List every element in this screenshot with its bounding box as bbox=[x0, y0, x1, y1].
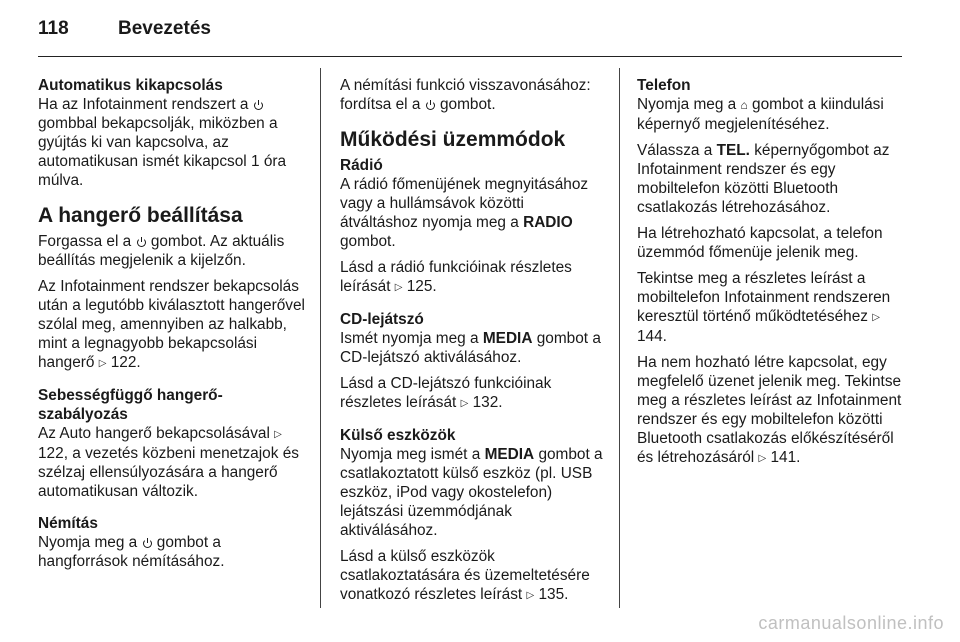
phone-title: Telefon bbox=[637, 77, 691, 94]
radio-section bbox=[340, 156, 606, 297]
power-icon bbox=[137, 237, 146, 247]
volume-heading: A hangerő beállítása bbox=[38, 204, 243, 227]
unmute-text-a: A némítási funkció visszavonásához: fordítsa el a bbox=[340, 77, 591, 113]
power-icon bbox=[143, 538, 152, 548]
external-devices-title: Külső eszközök bbox=[340, 427, 456, 444]
see-detail-paragraph bbox=[637, 269, 905, 346]
conn-fail-paragraph bbox=[637, 353, 905, 468]
radio-text-b: gombot. bbox=[340, 233, 396, 250]
watermark: carmanualsonline.info bbox=[758, 613, 944, 633]
conn-ok-paragraph: Ha létrehozható kapcsolat, a telefon üzemmód főmenüje jelenik meg. bbox=[637, 225, 883, 261]
ref-arrow-icon: ▷ bbox=[526, 590, 535, 601]
page-ref[interactable]: 125. bbox=[406, 278, 437, 295]
page-ref[interactable]: 141. bbox=[770, 449, 801, 466]
page-header bbox=[38, 18, 211, 48]
auto-off-text-b: gombbal bekapcsolják, miközben a gyújtás ki van kapcsolva, az automatikusan ismét kikapcsol 1 óra múlva. bbox=[38, 115, 287, 189]
modes-heading: Működési üzemmódok bbox=[340, 128, 566, 151]
volume-p1-b: gombot. Az aktuális beállítás megjelenik a kijelzőn. bbox=[38, 233, 285, 269]
ref-arrow-icon: ▷ bbox=[98, 358, 107, 369]
tel-text-a: Válassza a bbox=[637, 142, 713, 159]
ext-ref-text: Lásd a külső eszközök csatlakoztatására és üzemeltetésére vonatkozó részletes leírást bbox=[340, 548, 590, 603]
ext-text-a: Nyomja meg ismét a bbox=[340, 446, 481, 463]
mute-text-a: Nyomja meg a bbox=[38, 534, 138, 551]
column-3 bbox=[637, 76, 905, 475]
cd-paragraph bbox=[340, 329, 606, 367]
radio-text-a: A rádió főmenüjének megnyitásához vagy a hullámsávok közötti átváltáshoz nyomja meg a bbox=[340, 176, 589, 231]
mute-title: Némítás bbox=[38, 515, 98, 532]
page-ref[interactable]: 135. bbox=[538, 586, 569, 603]
cd-title: CD-lejátszó bbox=[340, 311, 424, 328]
media-key-label: MEDIA bbox=[484, 446, 535, 463]
ref-arrow-icon: ▷ bbox=[872, 312, 880, 323]
ref-arrow-icon: ▷ bbox=[758, 453, 767, 464]
radio-ref-paragraph bbox=[340, 258, 606, 297]
ext-text-b: gombot a csatlakoztatott külső eszköz (pl. USB eszköz, iPod vagy okostelefon) lejátszási üzemmódjának aktiválásához. bbox=[340, 446, 603, 539]
mute-text-b: gombot a hangforrások némításához. bbox=[38, 534, 225, 570]
power-icon bbox=[254, 100, 263, 110]
column-divider-left bbox=[320, 68, 321, 608]
speed-text-a: Az Auto hangerő bekapcsolásával bbox=[38, 425, 270, 442]
conn-fail-text: Ha nem hozható létre kapcsolat, egy megfelelő üzenet jelenik meg. Tekintse meg a részletes leírást az Infotainment rendszer és egy mobiltelefon közötti Bluetooth csatlakozás előkészítéséről és létrehozásáról bbox=[637, 354, 902, 466]
cd-ref-paragraph bbox=[340, 374, 606, 413]
auto-off-title: Automatikus kikapcsolás bbox=[38, 77, 223, 94]
column-1 bbox=[38, 76, 308, 571]
header-rule bbox=[38, 56, 902, 57]
page-ref[interactable]: 144. bbox=[637, 328, 667, 345]
volume-p2: Az Infotainment rendszer bekapcsolás után a legutóbb kiválasztott hangerővel szólal meg, amennyiben az halkabb, mint a legnagyobb bekapcsolási hangerő bbox=[38, 278, 305, 371]
speed-text-b: , a vezetés közbeni menetzajok és szélzaj ellensúlyozására a hangerő automatikusan változik. bbox=[38, 445, 299, 500]
cd-ref-text: Lásd a CD-lejátszó funkcióinak részletes leírását bbox=[340, 375, 552, 411]
phone-section bbox=[637, 76, 905, 468]
radio-paragraph bbox=[340, 175, 606, 251]
phone-text-a: Nyomja meg a bbox=[637, 96, 737, 113]
auto-off-section bbox=[38, 76, 308, 190]
power-icon bbox=[426, 100, 435, 110]
phone-paragraph bbox=[637, 95, 905, 134]
external-devices-section bbox=[340, 426, 606, 605]
cd-text-a: Ismét nyomja meg a bbox=[340, 330, 479, 347]
external-devices-ref-paragraph bbox=[340, 547, 606, 605]
volume-paragraph-1 bbox=[38, 232, 308, 270]
phone-text-b: gombot a kiindulási képernyő megjelenítéséhez. bbox=[637, 96, 884, 133]
page-ref[interactable]: 132. bbox=[472, 394, 503, 411]
speed-volume-title: Sebességfüggő hangerő-szabályozás bbox=[38, 387, 223, 423]
auto-off-text-a: Ha az Infotainment rendszert a bbox=[38, 96, 249, 113]
radio-ref-text: Lásd a rádió funkcióinak részletes leírását bbox=[340, 259, 572, 295]
tel-key-label: TEL. bbox=[716, 142, 750, 159]
volume-p1-a: Forgassa el a bbox=[38, 233, 132, 250]
cd-section bbox=[340, 310, 606, 413]
home-icon: ⌂ bbox=[740, 98, 748, 112]
ref-arrow-icon: ▷ bbox=[394, 282, 403, 293]
page-number: 118 bbox=[38, 18, 69, 39]
radio-title: Rádió bbox=[340, 157, 383, 174]
tel-text-b: képernyőgombot az Infotainment rendszer és egy mobiltelefon közötti Bluetooth csatlakozás létrehozásához. bbox=[637, 142, 890, 216]
page-ref[interactable]: 122 bbox=[38, 445, 64, 462]
ref-arrow-icon: ▷ bbox=[274, 429, 282, 440]
speed-volume-section bbox=[38, 386, 308, 501]
media-key-label: MEDIA bbox=[482, 330, 533, 347]
column-divider-right bbox=[619, 68, 620, 608]
external-devices-paragraph bbox=[340, 445, 606, 540]
unmute-paragraph bbox=[340, 76, 606, 114]
radio-key-label: RADIO bbox=[523, 214, 573, 231]
chapter-title: Bevezetés bbox=[118, 18, 211, 39]
page-ref[interactable]: 122. bbox=[110, 354, 141, 371]
tel-paragraph bbox=[637, 141, 905, 217]
column-2 bbox=[340, 76, 606, 612]
volume-paragraph-2 bbox=[38, 277, 308, 373]
mute-section bbox=[38, 514, 308, 571]
ref-arrow-icon: ▷ bbox=[460, 398, 469, 409]
cd-text-b: gombot a CD-lejátszó aktiválásához. bbox=[340, 330, 601, 366]
unmute-text-b: gombot. bbox=[439, 96, 496, 113]
see-detail-text: Tekintse meg a részletes leírást a mobiltelefon Infotainment rendszeren keresztül történő működtetéséhez bbox=[637, 270, 891, 325]
